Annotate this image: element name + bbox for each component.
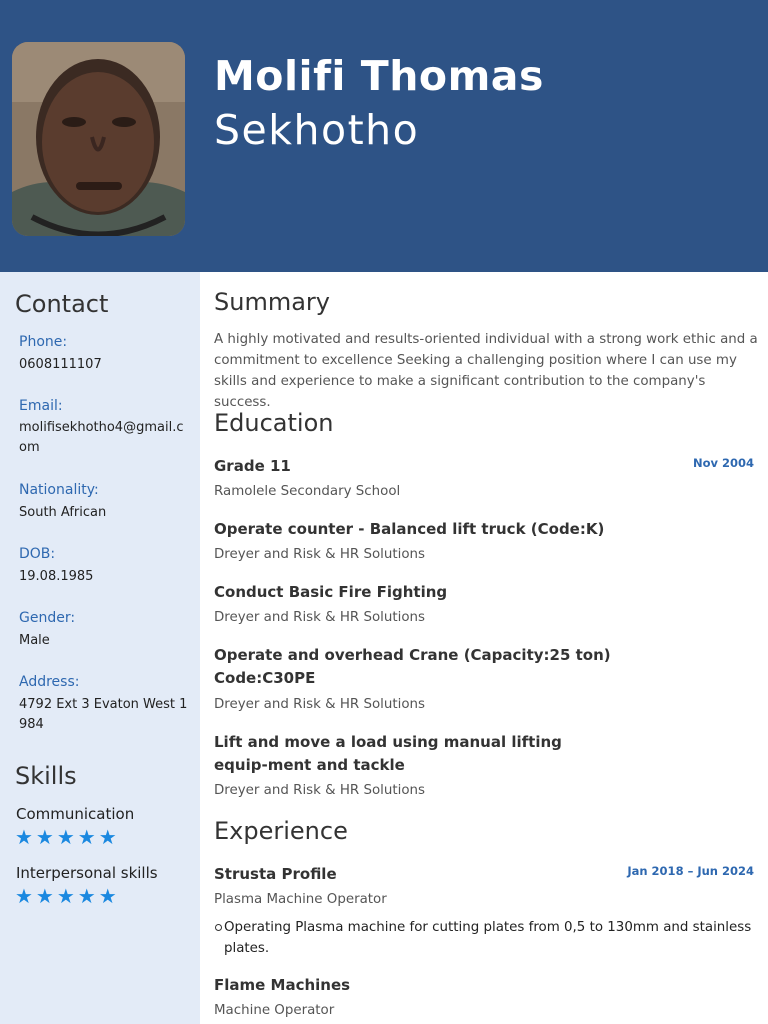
main-content [214,272,760,1024]
education-institution: Dreyer and Risk & HR Solutions [214,697,426,712]
address-value: 4792 Ext 3 Evaton West 1984 [19,697,188,732]
email-value: molifisekhotho4@gmail.com [19,420,184,455]
experience-bullet [224,917,764,959]
experience-role: Plasma Machine Operator [214,892,387,907]
education-title: Conduct Basic Fire Fighting [214,583,448,601]
phone-label: Phone: [19,334,68,350]
gender-value: Male [19,633,50,648]
dob-label: DOB: [19,546,56,562]
skills-heading: Skills [15,762,77,790]
experience-company: Flame Machines [214,976,351,994]
education-institution: Dreyer and Risk & HR Solutions [214,783,426,798]
education-heading: Education [214,409,334,437]
name-last: Sekhotho [214,106,420,154]
experience-bullet-text: Operating Plasma machine for cutting plates from 0,5 to 130mm and stainless plates. [224,920,752,956]
education-title: Lift and move a load using manual lifting equip-ment and tackle [214,733,562,774]
dob-value: 19.08.1985 [19,569,94,584]
skill-name: Interpersonal skills [16,864,158,882]
skill-name: Communication [16,805,135,823]
education-date: Nov 2004 [692,456,754,470]
experience-date: Jan 2018 – Jun 2024 [627,864,754,878]
education-institution: Ramolele Secondary School [214,484,401,499]
nationality-value: South African [19,505,107,520]
education-title: Operate counter - Balanced lift truck (Code:K) [214,520,605,538]
resume-header [0,0,768,272]
name-first: Molifi Thomas [214,52,544,100]
education-title: Grade 11 [214,457,291,475]
gender-label: Gender: [19,610,76,626]
address-label: Address: [19,674,80,690]
experience-company: Strusta Profile [214,865,337,883]
education-institution: Dreyer and Risk & HR Solutions [214,610,426,625]
experience-bullets [214,917,764,959]
education-institution: Dreyer and Risk & HR Solutions [214,547,426,562]
skill-rating-stars: ★★★★★ [15,825,120,849]
summary-text: A highly motivated and results-oriented individual with a strong work ethic and a commitment to excellence Seeking a challenging position where I can use my skills and experience to make a significant contribution to the company's success. [214,332,758,410]
sidebar [0,272,200,1024]
skill-rating-stars: ★★★★★ [15,884,120,908]
summary-heading: Summary [214,288,330,316]
nationality-label: Nationality: [19,482,99,498]
education-title: Operate and overhead Crane (Capacity:25 ton) Code:C30PE [214,646,611,687]
contact-heading: Contact [15,290,109,318]
experience-role: Machine Operator [214,1003,335,1018]
bullet-circle-icon [215,924,222,931]
profile-photo [12,42,185,236]
phone-value: 0608111107 [19,357,102,372]
experience-heading: Experience [214,817,348,845]
email-label: Email: [19,398,63,414]
